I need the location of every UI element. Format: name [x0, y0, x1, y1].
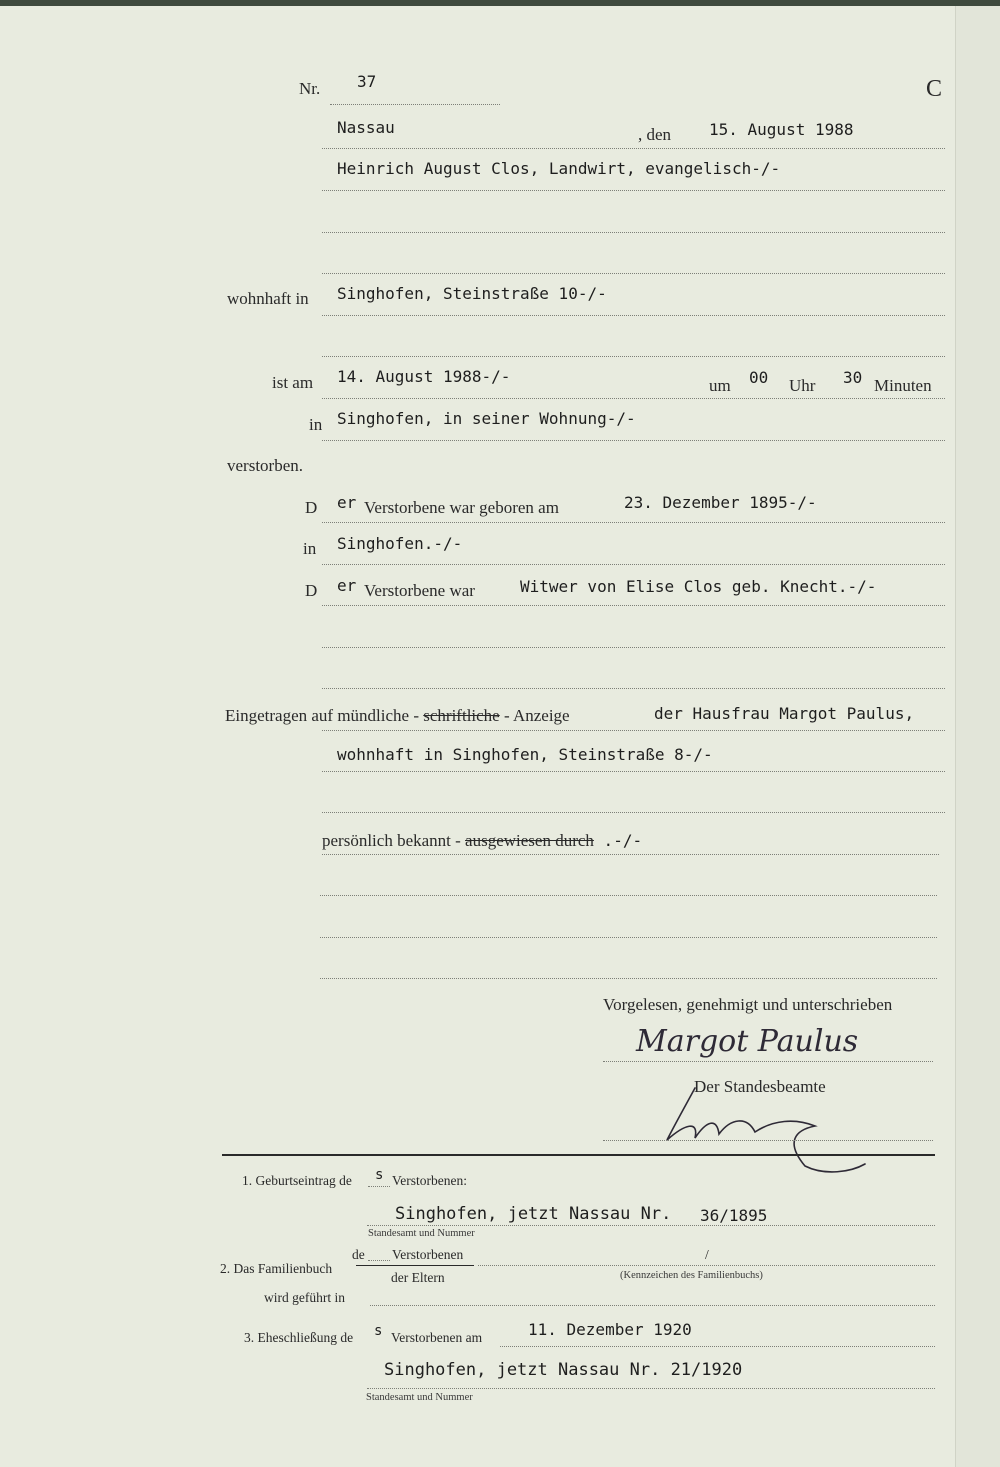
residence: Singhofen, Steinstraße 10-/- [337, 284, 607, 303]
known-line [322, 854, 939, 855]
minuten-label: Minuten [874, 376, 932, 395]
verstorben-label: verstorben. [227, 456, 304, 475]
death-date: 14. August 1988-/- [337, 367, 511, 386]
nr-label: Nr. [299, 79, 321, 98]
name-line-3 [322, 273, 945, 274]
registration-prefix: Eingetragen auf mündliche - [225, 706, 424, 725]
blank-line-5 [320, 895, 937, 896]
family-book-verstorbenen: Verstorbenen [392, 1247, 464, 1262]
blank-line-6 [320, 937, 937, 938]
family-book-slash: / [705, 1247, 709, 1262]
birth-date: 23. Dezember 1895-/- [624, 493, 817, 512]
marriage-label-b: Verstorbenen am [391, 1330, 483, 1345]
family-book-eltern: der Eltern [391, 1270, 445, 1285]
register-page [0, 6, 992, 1467]
entry-number: 37 [357, 72, 377, 91]
nr-line [330, 104, 500, 105]
marriage-suffix: s [374, 1323, 383, 1339]
page-edge [955, 6, 1000, 1467]
family-book-label-b: wird geführt in [264, 1290, 345, 1305]
marriage-registry-line [367, 1388, 935, 1389]
marital-er-suffix: er [337, 576, 357, 595]
family-book-line [478, 1265, 935, 1266]
known-prefix: persönlich bekannt - [322, 831, 466, 850]
family-book-de-line [368, 1260, 390, 1261]
birth-entry-registry: Singhofen, jetzt Nassau Nr. [395, 1204, 672, 1224]
family-book-de: de [352, 1247, 365, 1262]
ist-am-label: ist am [272, 373, 314, 392]
birth-place-line [322, 564, 945, 565]
den-label: , den [638, 125, 672, 144]
um-label: um [709, 376, 731, 395]
marriage-date-line [500, 1346, 935, 1347]
registrar-label: Der Standesbeamte [694, 1077, 826, 1096]
name-line-2 [322, 232, 945, 233]
informant-line-2: wohnhaft in Singhofen, Steinstraße 8-/- [337, 745, 713, 764]
birth-place: Singhofen.-/- [337, 534, 463, 553]
birth-entry-number: 36/1895 [700, 1206, 768, 1225]
birth-entry-line [367, 1225, 935, 1226]
birth-entry-suffix-line [368, 1186, 390, 1187]
blank-line-7 [320, 978, 937, 979]
birth-entry-caption: Standesamt und Nummer [368, 1228, 475, 1239]
marriage-date: 11. Dezember 1920 [528, 1320, 692, 1339]
in-label: in [309, 415, 323, 434]
informant-line-2-rule [322, 771, 945, 772]
birth-date-line [322, 522, 945, 523]
marriage-caption: Standesamt und Nummer [366, 1392, 473, 1403]
birth-entry-label-a: 1. Geburtseintrag de [242, 1173, 352, 1188]
death-place: Singhofen, in seiner Wohnung-/- [337, 409, 636, 428]
name-line-1 [322, 190, 945, 191]
informant-signature: Margot Paulus [636, 1024, 859, 1059]
death-hour: 00 [749, 368, 769, 387]
registrar-signature [655, 1080, 875, 1180]
marital-d-label: D [305, 581, 318, 600]
known-label [322, 831, 642, 851]
registration-suffix: - Anzeige [499, 706, 570, 725]
known-struck: ausgewiesen durch [465, 831, 594, 850]
family-book-label-a: 2. Das Familienbuch [220, 1261, 333, 1276]
marriage-registry: Singhofen, jetzt Nassau Nr. 21/1920 [384, 1360, 743, 1380]
known-end: .-/- [593, 831, 643, 850]
registrar-signature-line [603, 1140, 933, 1141]
birth-er-suffix: er [337, 493, 357, 512]
geboren-label: Verstorbene war geboren am [364, 498, 559, 517]
informant-line-1-rule [322, 730, 945, 731]
death-date-line [322, 398, 945, 399]
blank-line-4 [322, 812, 945, 813]
informant-line-1: der Hausfrau Margot Paulus, [654, 704, 915, 723]
footer-divider [222, 1154, 935, 1156]
informant-signature-line [603, 1061, 933, 1062]
uhr-label: Uhr [789, 376, 816, 395]
residence-line [322, 315, 945, 316]
birth-entry-label-b: Verstorbenen: [392, 1173, 467, 1188]
birth-in-label: in [303, 539, 317, 558]
birth-d-label: D [305, 498, 318, 517]
corner-letter: C [926, 76, 943, 102]
registration-struck: schriftliche [423, 706, 500, 725]
blank-line-3 [322, 688, 945, 689]
registry-place: Nassau [337, 118, 395, 137]
birth-entry-suffix: s [375, 1167, 384, 1183]
family-book-caption: (Kennzeichen des Familienbuchs) [620, 1270, 763, 1281]
death-place-line [322, 440, 945, 441]
family-book-place-line [370, 1305, 935, 1306]
read-approved-label: Vorgelesen, genehmigt und unterschrieben [603, 995, 893, 1014]
deceased-name-line: Heinrich August Clos, Landwirt, evangelisch-/- [337, 159, 781, 178]
marital-war-label: Verstorbene war [364, 581, 475, 600]
family-book-fraction-line [356, 1265, 474, 1266]
place-date-line [322, 148, 945, 149]
blank-line-1 [322, 356, 945, 357]
marital-status: Witwer von Elise Clos geb. Knecht.-/- [520, 577, 877, 596]
marital-line [322, 605, 945, 606]
blank-line-2 [322, 647, 945, 648]
death-minutes: 30 [843, 368, 863, 387]
registration-label [225, 706, 570, 726]
marriage-label-a: 3. Eheschließung de [244, 1330, 354, 1345]
registry-date: 15. August 1988 [709, 120, 854, 139]
wohnhaft-label: wohnhaft in [227, 289, 309, 308]
